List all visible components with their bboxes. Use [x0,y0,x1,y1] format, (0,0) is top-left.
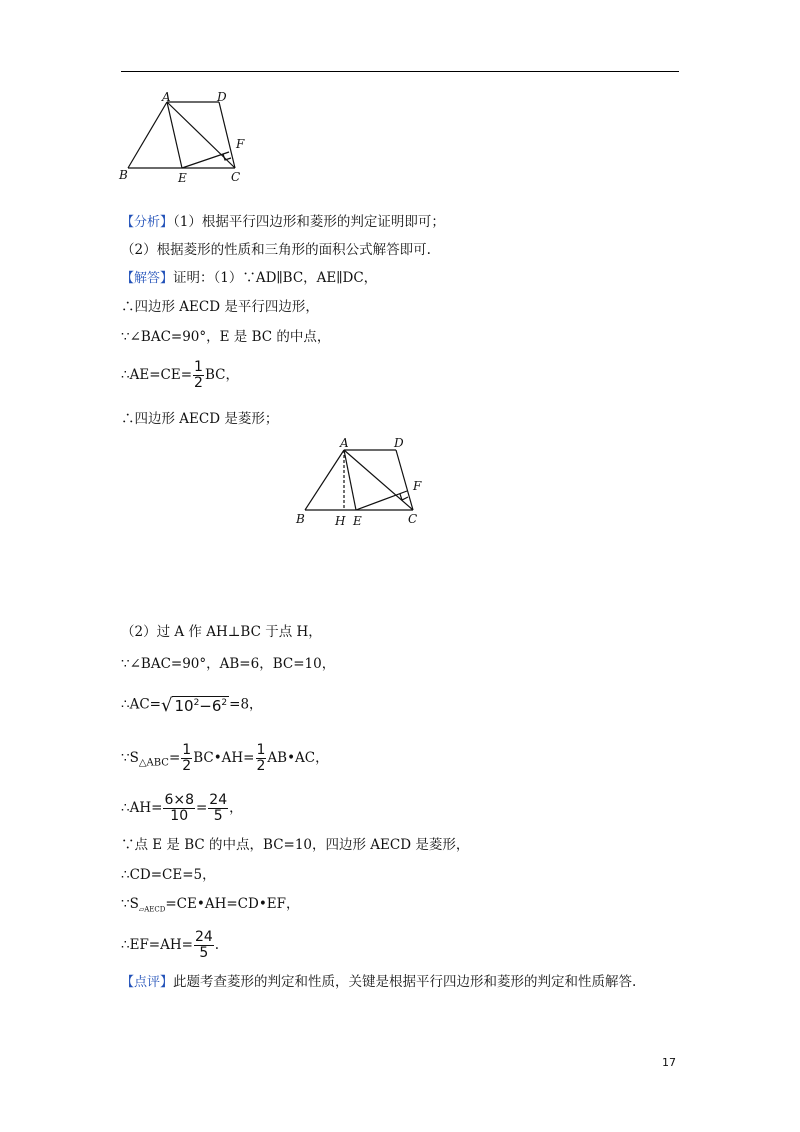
label-F: F [236,137,245,151]
part2-step-6: ∵点 E 是 BC 的中点，BC=10，四边形 AECD 是菱形， [121,837,470,853]
area-subscript: ▱AECD [138,905,166,914]
comment-line [121,973,636,992]
analysis-tag: 【分析】 [121,215,174,230]
area-post: AB•AC， [267,750,329,766]
area-subscript: △ABC [138,757,169,769]
part2-step-8 [121,895,300,919]
label-A: A [162,90,171,104]
fraction-den: 2 [182,758,192,774]
solution-step-1: ∴四边形 AECD 是平行四边形， [121,299,319,315]
fraction-den: 5 [199,945,209,961]
rad-a: 10 [174,697,194,715]
fraction-num: 6×8 [164,792,194,808]
fraction-den: 2 [256,758,266,774]
label-H: H [335,514,346,528]
analysis-text-1: （1）根据平行四边形和菱形的判定证明即可； [173,214,445,230]
fraction-den: 10 [170,808,189,824]
fraction-num: 1 [182,742,192,758]
page-number: 17 [662,1056,676,1069]
analysis-line-1 [121,213,445,232]
area-post: =CE•AH=CD•EF， [165,896,300,912]
fraction-ah-2 [208,793,228,824]
area-mid: BC•AH= [193,750,255,766]
ac-post: =8， [229,696,263,713]
equals: = [195,800,208,816]
area-symbol: ∵S [121,896,139,912]
step3-post: BC， [204,367,239,383]
area-symbol: ∵S [121,750,139,766]
step3-pre: ∴AE=CE= [121,367,193,383]
square-root: √ $10^2-6^2$ [160,695,228,716]
rad-b: −6 [199,697,222,715]
ef-post: . [214,937,220,953]
solution-intro-text: 证明：（1）∵AD∥BC，AE∥DC， [173,270,378,286]
label-C: C [231,170,241,184]
fraction-den: 2 [194,375,203,391]
fraction-num: 24 [209,792,228,808]
fraction-half-1 [181,743,192,774]
exp-b: 2 [221,698,228,708]
ef-pre: ∴EF=AH= [121,937,193,953]
geometry-figure-1 [115,90,265,190]
ac-pre: ∴AC= [121,696,161,713]
exp-a: 2 [193,698,200,708]
solution-intro [121,269,377,288]
fraction-den: 5 [213,808,223,824]
part2-step-7: ∴CD=CE=5， [121,867,216,883]
part2-step-5 [121,793,243,824]
part2-step-9 [121,930,219,961]
part2-step-4 [121,743,329,774]
label-F: F [413,479,422,493]
label-B: B [296,512,305,526]
fraction-half [193,360,204,391]
label-E: E [353,514,362,528]
fraction-half-2 [256,743,267,774]
solution-step-2: ∵∠BAC=90°，E 是 BC 的中点， [121,329,331,345]
fraction-num: 24 [194,929,213,945]
solution-step-3 [121,360,239,391]
fraction-num: 1 [256,742,266,758]
fraction-num: 1 [194,359,203,375]
fraction-ef [194,930,214,961]
fraction-ah-1 [163,793,195,824]
analysis-line-2: （2）根据菱形的性质和三角形的面积公式解答即可. [121,242,431,258]
label-C: C [408,512,418,526]
solution-tag: 【解答】 [121,271,174,286]
comment-text: 此题考查菱形的判定和性质，关键是根据平行四边形和菱形的判定和性质解答. [173,974,637,990]
solution-step-4: ∴四边形 AECD 是菱形； [121,411,279,427]
label-B: B [119,168,128,182]
label-A: A [340,436,349,450]
equals: = [168,750,181,766]
comment-tag: 【点评】 [121,975,174,990]
ah-pre: ∴AH= [121,800,163,816]
ah-post: ， [229,800,243,816]
geometry-figure-2 [290,434,440,534]
part2-step-1: （2）过 A 作 AH⊥BC 于点 H， [121,624,322,640]
label-D: D [217,90,227,104]
label-E: E [178,171,187,185]
part2-step-3 [121,694,263,716]
label-D: D [394,436,404,450]
header-rule [121,71,679,72]
part2-step-2: ∵∠BAC=90°，AB=6，BC=10， [121,656,336,672]
